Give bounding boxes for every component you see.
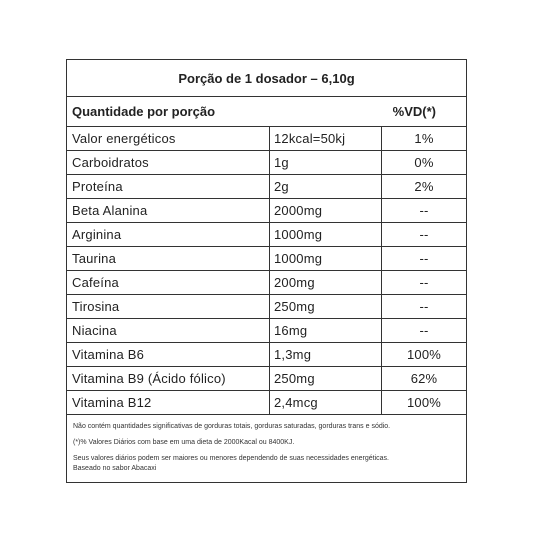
- table-row: [67, 126, 466, 151]
- nutrient-name: Carboidratos: [67, 151, 270, 174]
- nutrient-vd: --: [419, 299, 429, 314]
- nutrient-amount: 12kcal=50kj: [270, 127, 382, 150]
- table-row: [67, 151, 466, 175]
- table-row: [67, 343, 466, 367]
- nutrient-amount: 2g: [270, 175, 382, 198]
- table-row: [67, 367, 466, 391]
- nutrient-name: Cafeína: [67, 271, 270, 294]
- nutrition-facts-table: [66, 59, 467, 483]
- nutrient-vd: 0%: [414, 155, 434, 170]
- nutrient-name: Arginina: [67, 223, 270, 246]
- footnote-flavor: Baseado no sabor Abacaxi: [73, 465, 157, 472]
- table-row: [67, 271, 466, 295]
- nutrient-amount: 250mg: [270, 295, 382, 318]
- table-row: [67, 223, 466, 247]
- nutrient-vd: --: [419, 251, 429, 266]
- table-header: [67, 96, 466, 127]
- table-row: [67, 199, 466, 223]
- nutrient-vd: --: [419, 203, 429, 218]
- nutrient-amount: 16mg: [270, 319, 382, 342]
- footnote-no-significant: Não contém quantidades significativas de gorduras totais, gorduras saturadas, gorduras trans e sódio.: [73, 423, 391, 430]
- nutrient-name: Valor energéticos: [67, 127, 270, 150]
- nutrient-vd: 100%: [406, 347, 442, 362]
- nutrient-vd: 1%: [414, 131, 434, 146]
- nutrient-amount: 2,4mcg: [270, 391, 382, 414]
- nutrient-name: Taurina: [67, 247, 270, 270]
- nutrient-amount: 1000mg: [270, 223, 382, 246]
- nutrient-name: Beta Alanina: [67, 199, 270, 222]
- footnotes: [73, 422, 463, 474]
- nutrient-name: Tirosina: [67, 295, 270, 318]
- footnote-daily-values: (*)% Valores Diários com base em uma dieta de 2000Kacal ou 8400KJ.: [73, 439, 295, 446]
- quantity-header: Quantidade por porção: [72, 104, 216, 119]
- nutrient-vd: 100%: [406, 395, 442, 410]
- nutrient-amount: 2000mg: [270, 199, 382, 222]
- nutrient-name: Proteína: [67, 175, 270, 198]
- nutrient-vd: --: [419, 275, 429, 290]
- nutrient-amount: 1g: [270, 151, 382, 174]
- nutrient-vd: 62%: [410, 371, 438, 386]
- nutrient-name: Niacina: [67, 319, 270, 342]
- serving-title: Porção de 1 dosador – 6,10g: [67, 60, 466, 97]
- nutrient-name: Vitamina B6: [67, 343, 270, 366]
- table-row: [67, 295, 466, 319]
- nutrient-name: Vitamina B12: [67, 391, 270, 414]
- nutrient-name: Vitamina B9 (Ácido fólico): [67, 367, 270, 390]
- nutrient-amount: 1000mg: [270, 247, 382, 270]
- nutrient-amount: 1,3mg: [270, 343, 382, 366]
- nutrient-rows: [67, 126, 466, 415]
- nutrient-amount: 250mg: [270, 367, 382, 390]
- table-row: [67, 319, 466, 343]
- nutrient-vd: 2%: [414, 179, 434, 194]
- table-row: [67, 175, 466, 199]
- nutrient-amount: 200mg: [270, 271, 382, 294]
- table-row: [67, 247, 466, 271]
- table-row: [67, 391, 466, 415]
- vd-header: %VD(*): [392, 104, 436, 119]
- nutrient-vd: --: [419, 323, 429, 338]
- footnote-energy-needs: Seus valores diários podem ser maiores ou menores dependendo de suas necessidades energéticas.: [73, 455, 389, 462]
- nutrient-vd: --: [419, 227, 429, 242]
